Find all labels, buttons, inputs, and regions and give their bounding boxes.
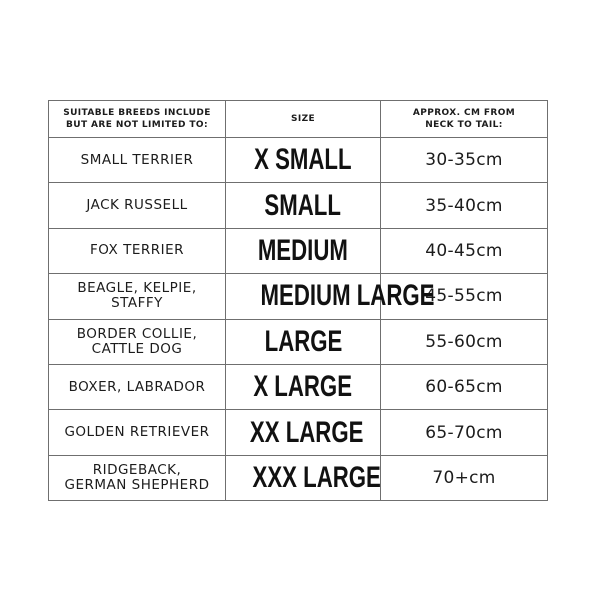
breed-cell — [49, 410, 226, 455]
breed-line: CATTLE DOG — [91, 340, 183, 357]
breeds-header — [49, 101, 226, 138]
size-cell — [226, 364, 381, 409]
size-cell — [226, 138, 381, 183]
length-cell: 60-65cm — [381, 364, 548, 409]
table-row — [49, 228, 548, 273]
length-cell: 30-35cm — [381, 138, 548, 183]
breed-line: JACK RUSSELL — [86, 197, 188, 214]
breeds-header-line1: SUITABLE BREEDS INCLUDE — [63, 108, 211, 118]
breed-line: STAFFY — [111, 295, 163, 312]
length-header-line1: APPROX. CM FROM — [412, 108, 516, 118]
breed-cell — [49, 319, 226, 364]
table-row — [49, 410, 548, 455]
size-label: XXX LARGE — [252, 460, 381, 494]
breed-cell — [49, 364, 226, 409]
length-cell: 45-55cm — [381, 274, 548, 319]
table-row — [49, 274, 548, 319]
size-label: X SMALL — [254, 143, 352, 177]
breed-line: BORDER COLLIE, — [76, 325, 198, 342]
breed-line: GERMAN SHEPHERD — [64, 476, 210, 493]
size-cell — [226, 228, 381, 273]
breed-cell — [49, 183, 226, 228]
breed-cell — [49, 455, 226, 500]
size-chart-table — [48, 100, 548, 501]
size-cell — [226, 410, 381, 455]
size-cell — [226, 274, 435, 319]
header-row — [49, 101, 548, 138]
table-row — [49, 138, 548, 183]
breed-line: SMALL TERRIER — [80, 151, 194, 168]
length-header-line2: NECK TO TAIL: — [425, 120, 503, 130]
breed-line: BOXER, LABRADOR — [68, 378, 206, 395]
breed-line: GOLDEN RETRIEVER — [64, 424, 210, 441]
size-label: MEDIUM LARGE — [260, 279, 435, 313]
size-cell — [226, 455, 381, 500]
table-row — [49, 319, 548, 364]
size-label: LARGE — [264, 324, 342, 358]
length-cell: 35-40cm — [381, 183, 548, 228]
length-cell: 40-45cm — [381, 228, 548, 273]
size-cell — [226, 183, 381, 228]
length-cell: 65-70cm — [381, 410, 548, 455]
size-label: X LARGE — [253, 370, 353, 404]
breed-cell — [49, 274, 226, 319]
table-row — [49, 455, 548, 500]
size-label: MEDIUM — [257, 233, 349, 267]
breeds-header-line2: BUT ARE NOT LIMITED TO: — [66, 120, 208, 130]
breed-line: RIDGEBACK, — [92, 461, 182, 478]
table-row — [49, 364, 548, 409]
size-header-label: SIZE — [290, 114, 316, 124]
size-label: XX LARGE — [249, 415, 364, 449]
size-label: SMALL — [264, 188, 342, 222]
breed-cell — [49, 228, 226, 273]
size-cell — [226, 319, 381, 364]
breed-line: BEAGLE, KELPIE, — [77, 280, 197, 297]
table-row — [49, 183, 548, 228]
length-cell: 55-60cm — [381, 319, 548, 364]
breed-line: FOX TERRIER — [90, 242, 184, 259]
size-header — [226, 101, 381, 138]
breed-cell — [49, 138, 226, 183]
length-header — [381, 101, 548, 138]
length-cell: 70+cm — [381, 455, 548, 500]
